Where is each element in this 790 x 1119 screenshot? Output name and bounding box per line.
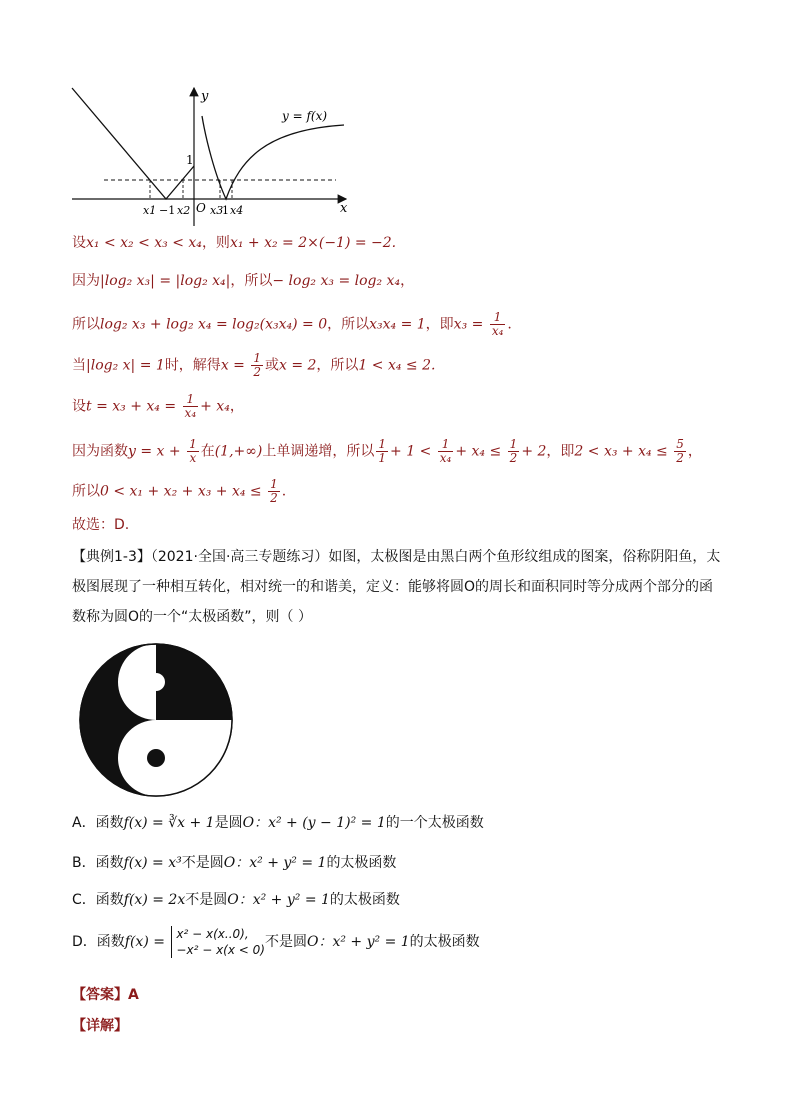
option-a: A．函数f(x) = ∛x + 1是圆O：x² + (y − 1)² = 1的一个太极函数 — [72, 815, 484, 831]
y-tick-1: 1 — [186, 153, 194, 167]
solution-line-1: 设x₁ < x₂ < x₃ < x₄，则x₁ + x₂ = 2×(−1) = −2. — [72, 235, 397, 251]
taiji-white-dot — [147, 673, 165, 691]
solution-line-3: 所以log₂ x₃ + log₂ x₄ = log₂(x₃x₄) = 0，所以x₃x₄ = 1，即x₃ = $\frac{1}{\text{x₄}}$ . — [72, 310, 512, 338]
tick-origin: O — [196, 201, 206, 215]
tick-x1: x1 — [143, 204, 157, 217]
tick-1: 1 — [222, 204, 229, 217]
taiji-diagram — [76, 640, 236, 800]
x-axis-label: x — [340, 201, 348, 216]
detail-label: 【详解】 — [72, 1018, 128, 1034]
curve-right — [202, 116, 344, 199]
solution-conclusion: 故选：D. — [72, 517, 130, 533]
tick-x4: x4 — [230, 204, 244, 217]
option-d: D．函数f(x) = x² − x(x..0), −x² − x(x < 0) 不是圆O：x² + y² = 1的太极函数 — [72, 927, 480, 957]
curve-left — [72, 88, 194, 199]
taiji-black-dot — [147, 749, 165, 767]
solution-line-5: 设t = x₃ + x₄ = $\frac{1}{\text{x₄}}$ + x₄， — [72, 392, 244, 420]
function-label: y = f(x) — [282, 109, 328, 123]
y-axis-label: y — [201, 89, 209, 104]
tick-x2: x2 — [177, 204, 191, 217]
answer-label: 【答案】A — [72, 987, 139, 1003]
problem-statement: 【典例1-3】（2021·全国·高三专题练习）如图，太极图是由黑白两个鱼形纹组成的图案，俗称阴阳鱼，太极图展现了一种相互转化，相对统一的和谐美，定义：能够将圆O的周长和面积同时等分成两个部分的函数称为圆O的一个“太极函数”，则（ ） — [72, 549, 721, 625]
function-graph — [60, 80, 360, 230]
solution-line-2: 因为|log₂ x₃| = |log₂ x₄|，所以− log₂ x₃ = log₂ x₄， — [72, 273, 415, 289]
option-c: C．函数f(x) = 2x不是圆O：x² + y² = 1的太极函数 — [72, 892, 400, 908]
option-b: B．函数f(x) = x³不是圆O：x² + y² = 1的太极函数 — [72, 855, 397, 871]
tick-neg1: −1 — [159, 204, 176, 217]
solution-line-4: 当|log₂ x| = 1时，解得x = $\frac{1}{2}$ 或x = 2，所以1 < x₄ ≤ 2. — [72, 351, 436, 379]
solution-line-6: 因为函数y = x + $\frac{1}{x}$ 在(1,+∞)上单调递增，所以 $\frac{1}{1}$ + 1 < $\frac{1}{\text{x₄}}$ + x₄ ≤ $\frac{1}{2}$ + 2，即2 < x₃ + x₄ ≤ $\frac{5}{2}$ ， — [72, 437, 702, 465]
solution-line-7: 所以0 < x₁ + x₂ + x₃ + x₄ ≤ $\frac{1}{2}$ . — [72, 477, 287, 505]
tick-x3: x3 — [210, 204, 224, 217]
